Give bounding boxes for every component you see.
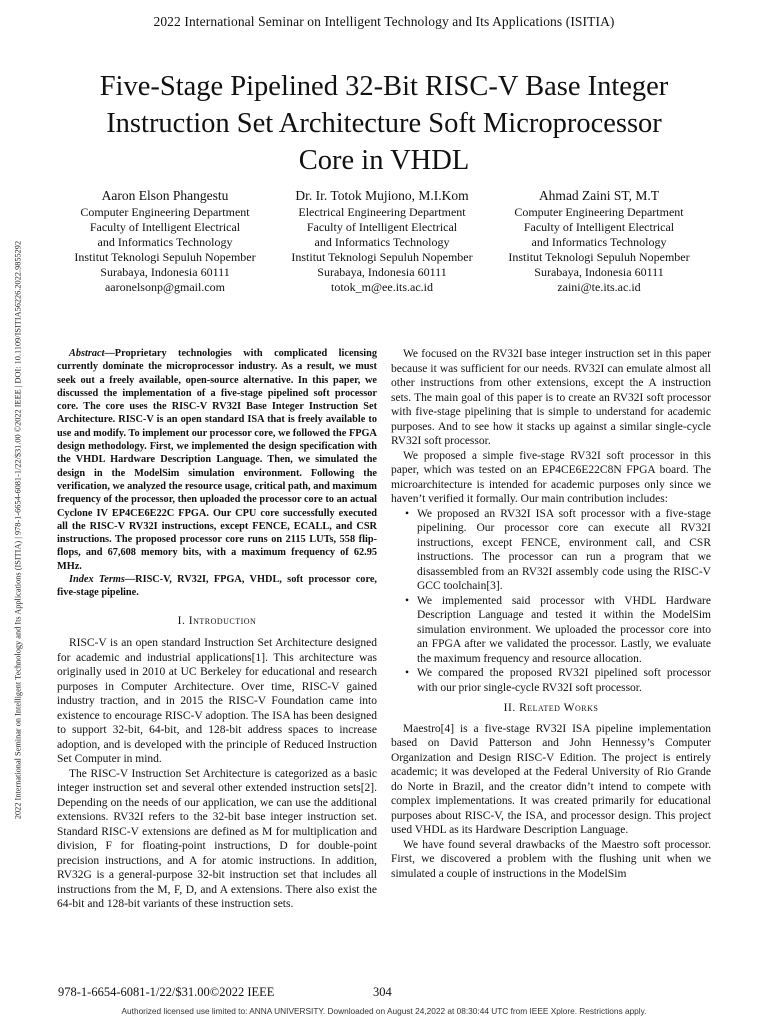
intro-paragraph: The RISC-V Instruction Set Architecture is categorized as a basic integer instruction set and several other extended instruction sets[2]. Depending on the needs of our application, we can use the additional extensions. RV32I refers to the 32-bit base integer instruction set. Standard RISC-V extensions are defined as M for multiplication and division, F for floating-point instructions, D for double-point precision instructions, and A for atomic instructions. In addition, RV32G is a general-purpose 32-bit instruction set that includes all instructions from the M, F, D, and A extensions. There also exist the 64-bit and 128-bit variants of these instruction sets. xyxy=(57,767,377,911)
right-column xyxy=(391,347,711,881)
contribution-item: • We compared the proposed RV32I pipelined soft processor with our prior single-cycle RV32I soft processor. xyxy=(417,666,711,695)
section-title: Introduction xyxy=(188,614,257,627)
paper-title xyxy=(40,68,728,179)
author-name: Ahmad Zaini ST, M.T xyxy=(538,188,660,203)
index-terms-label: Index Terms xyxy=(69,574,125,586)
title-line: Instruction Set Architecture Soft Microprocessor xyxy=(106,108,662,139)
abstract-label: Abstract xyxy=(69,348,105,359)
author-affiliation-line: Computer Engineering Department xyxy=(514,205,684,219)
title-line: Core in VHDL xyxy=(298,145,470,176)
section-numeral: I. xyxy=(177,614,186,627)
body-paragraph: We focused on the RV32I base integer instruction set in this paper because it was sufficient for our needs. RV32I can emulate almost all other instructions from other extensions, except the A instruction sets. The main goal of this paper is to create an RV32I soft processor with five-stage pipelining that is simple to understand for academic purposes. And to see how it stacks up against a similar single-cycle RV32I soft processor. xyxy=(391,348,711,447)
copyright-line: 978-1-6654-6081-1/22/$31.00©2022 IEEE xyxy=(58,985,275,999)
author-affiliation-line: Faculty of Intelligent Electrical xyxy=(89,220,241,234)
author-affiliation-line: Faculty of Intelligent Electrical xyxy=(306,220,458,234)
author-affiliation-line: Institut Teknologi Sepuluh Nopember xyxy=(508,250,690,264)
contribution-item: • We proposed an RV32I ISA soft processor with a five-stage pipelining. Our processor core can execute all RV32I instructions, except FENCE, environment call, and CSR instructions. The processor can run a program that we disassembled from an RV32I assembly code using the RISC-V GCC toolchain[3]. xyxy=(417,507,711,594)
conference-header: 2022 International Seminar on Intelligent Technology and Its Applications (ISITIA) xyxy=(153,14,615,29)
author-email[interactable]: totok_m@ee.its.ac.id xyxy=(330,280,434,294)
section-title: Related Works xyxy=(519,702,599,714)
license-notice: Authorized licensed use limited to: ANNA UNIVERSITY. Downloaded on August 24,2022 at 08:30:44 UTC from IEEE Xplore. Restrictions apply. xyxy=(121,1006,647,1016)
index-terms-text: —RISC-V, RV32I, FPGA, VHDL, soft processor core, five-stage pipeline. xyxy=(57,574,377,599)
intro-paragraph: RISC-V is an open standard Instruction Set Architecture designed for academic and industrial applications[1]. This architecture was originally used in 2010 at UC Berkeley for educational and research purposes in Computer Architecture. Over time, RISC-V gained industry traction, and in 2015 the RISC-V Foundation came into existence to encourage RISC-V adoption. The ISA has been designed to support 32-bit, 64-bit, and 128-bit address spaces to increase adoption, and is developed with the principle of Reduced Instruction Set Computer in mind. xyxy=(57,637,377,766)
page-number: 304 xyxy=(373,985,392,999)
author-email[interactable]: aaronelsonp@gmail.com xyxy=(104,280,226,294)
author-affiliation-line: Surabaya, Indonesia 60111 xyxy=(534,265,664,279)
author-name: Aaron Elson Phangestu xyxy=(101,188,229,203)
title-line: Five-Stage Pipelined 32-Bit RISC-V Base Integer xyxy=(99,71,669,102)
author-email[interactable]: zaini@te.its.ac.id xyxy=(557,280,641,294)
author-affiliation-line: Electrical Engineering Department xyxy=(298,205,466,219)
doi-side-strip xyxy=(12,165,24,895)
related-paragraph: Maestro[4] is a five-stage RV32I ISA pipeline implementation based on David Patterson and John Hennessy’s Computer Organization and Design RISC-V Edition. The project is entirely academic; it was developed at the Federal University of Rio Grande do Norte in Brazil, and the creator didn’t intend to compete with complex implementations. It was created primarily for educational purposes about RISC-V, the ISA, and processor design. This project used VHDL as its Hardware Description Language. xyxy=(391,722,711,836)
author-affiliation-line: and Informatics Technology xyxy=(531,235,667,249)
abstract xyxy=(57,347,377,573)
section-numeral: II. xyxy=(503,702,516,714)
author-affiliation-line: and Informatics Technology xyxy=(97,235,233,249)
author-affiliation-line: Computer Engineering Department xyxy=(80,205,250,219)
related-paragraph: We have found several drawbacks of the Maestro soft processor. First, we discovered a problem with the flushing unit when we simulated a couple of instructions in the ModelSim xyxy=(391,838,711,880)
author-affiliation-line: Faculty of Intelligent Electrical xyxy=(523,220,675,234)
contribution-list xyxy=(391,507,711,696)
author-block-1 xyxy=(45,188,285,295)
section-heading-related-works xyxy=(391,701,711,716)
contribution-item: • We implemented said processor with VHDL Hardware Description Language and tested it within the ModelSim simulation environment. We uploaded the processor core into an FPGA after we validated the processor. Lastly, we evaluate the maximum frequency and resource allocation. xyxy=(417,594,711,667)
section-heading-introduction xyxy=(57,614,377,629)
body-paragraph: We proposed a simple five-stage RV32I soft processor in this paper, which was tested on an EP4CE6E22C8N FPGA board. The microarchitecture is intended for academic purposes only since we haven’t verified it formally. Our main contribution includes: xyxy=(391,449,711,505)
author-affiliation-line: Surabaya, Indonesia 60111 xyxy=(100,265,230,279)
author-affiliation-line: Institut Teknologi Sepuluh Nopember xyxy=(291,250,473,264)
author-affiliation-line: Surabaya, Indonesia 60111 xyxy=(317,265,447,279)
author-name: Dr. Ir. Totok Mujiono, M.I.Kom xyxy=(295,188,469,203)
abstract-text: —Proprietary technologies with complicated licensing currently dominate the microprocessor industry. As a result, we must seek out a freely available, open-source alternative. In this paper, we discussed the implementation of a five-stage pipelined soft processor core. The core uses the RISC-V RV32I Base Integer Instruction Set Architecture. RISC-V is an open standard ISA that is freely available to use and modify. To implement our processor core, we followed the FPGA design methodology. First, we implemented the design specification with the VHDL Hardware Description Language. Then, we simulated the design in the ModelSim simulation environment. Following the verification, we analyzed the resource usage, critical path, and maximum frequency of the processor, then uploaded the processor core to an actual Cyclone IV EP4CE6E22C FPGA. Our CPU core successfully executed all the RISC-V RV32I instructions, except FENCE, ECALL, and CSR instructions. The proposed processor core runs on 2115 LUTs, 558 flip-flops, and 67,608 memory bits, with a maximum frequency of 62.95 MHz. xyxy=(57,348,377,572)
author-block-3 xyxy=(479,188,719,295)
left-column xyxy=(57,347,377,912)
doi-side-text: 2022 International Seminar on Intelligent Technology and Its Applications (ISITIA) | 978-1-6654-6081-1/22/$31.00 ©2022 IEEE | DOI: 10.1109/ISITIA56226.2022.9855292 xyxy=(13,240,23,820)
author-block-2 xyxy=(262,188,502,295)
author-affiliation-line: Institut Teknologi Sepuluh Nopember xyxy=(74,250,256,264)
author-affiliation-line: and Informatics Technology xyxy=(314,235,450,249)
index-terms xyxy=(57,573,377,600)
